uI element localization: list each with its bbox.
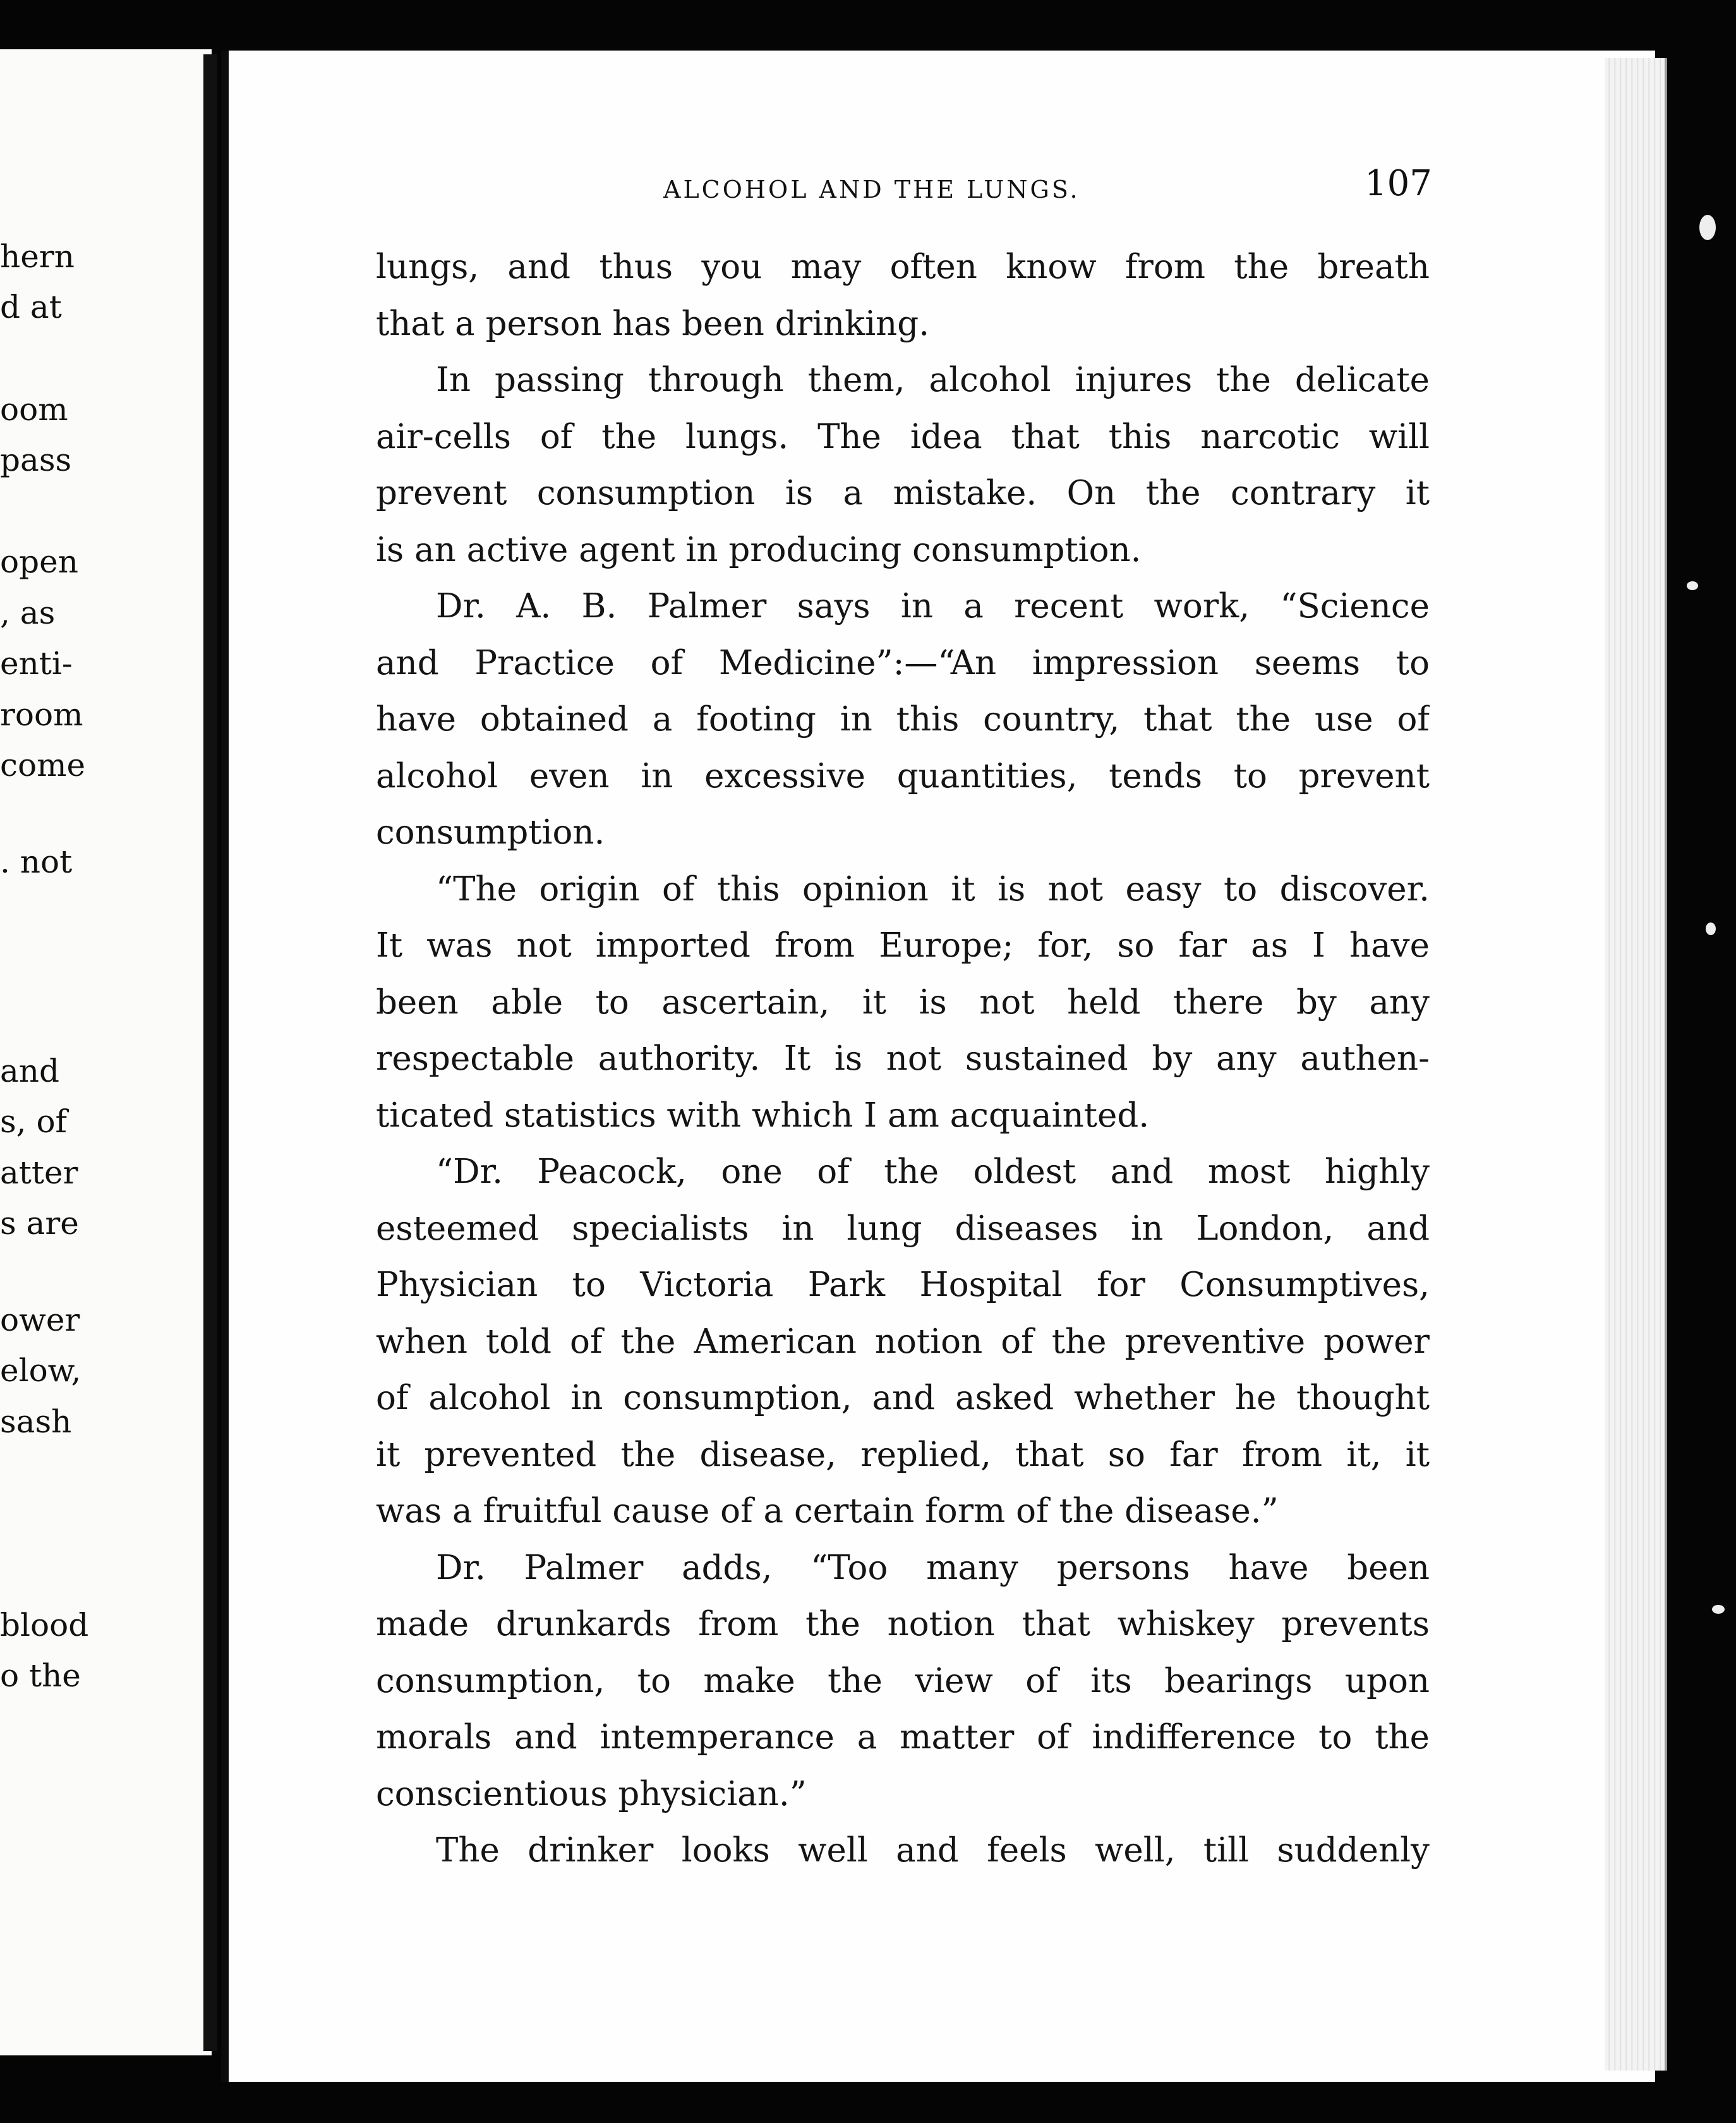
text-line: made drunkards from the notion that whiskey prevents [376, 1605, 1430, 1643]
text-line: alcohol even in excessive quantities, tends to prevent [376, 756, 1430, 795]
text-line: and Practice of Medicine”:—“An impression seems to [376, 643, 1430, 682]
text-line: The drinker looks well and feels well, till suddenly [436, 1831, 1430, 1870]
text-line: have obtained a footing in this country, that the use of [376, 700, 1430, 739]
scan-speck [1712, 1605, 1725, 1614]
scan-speck [1699, 215, 1716, 240]
book-gutter [203, 54, 217, 2051]
left-page-text-fragment: ower [0, 1301, 80, 1338]
left-page-text-fragment: o the [0, 1657, 81, 1695]
text-line: air-cells of the lungs. The idea that this narcotic will [376, 417, 1430, 456]
left-page-text-fragment: s, of [0, 1103, 68, 1140]
page-edges [1605, 58, 1667, 2071]
page-number: 107 [1365, 163, 1432, 204]
text-line: consumption, to make the view of its bearings upon [376, 1661, 1430, 1700]
body-text [376, 239, 1430, 1879]
text-line: “Dr. Peacock, one of the oldest and most highly [436, 1152, 1430, 1191]
text-line: conscientious physician.” [376, 1774, 807, 1813]
text-line: it prevented the disease, replied, that so far from it, it [376, 1435, 1430, 1474]
scan-speck [1687, 581, 1698, 590]
text-line: been able to ascertain, it is not held there by any [376, 983, 1430, 1022]
left-page-text-fragment: pass [0, 442, 72, 479]
left-page-text-fragment: open [0, 543, 78, 581]
left-page-text-fragment: d at [0, 289, 62, 326]
text-line: is an active agent in producing consumption. [376, 530, 1142, 569]
text-line: Dr. Palmer adds, “Too many persons have been [436, 1548, 1430, 1587]
left-page-text-fragment: hern [0, 238, 75, 275]
text-line: morals and intemperance a matter of indifference to the [376, 1718, 1430, 1757]
text-line: Physician to Victoria Park Hospital for Consumptives, [376, 1266, 1430, 1304]
left-page-text-fragment: s are [0, 1205, 79, 1242]
text-line: of alcohol in consumption, and asked whether he thought [376, 1379, 1430, 1417]
left-page-text-fragment: , as [0, 594, 56, 631]
scan-speck [1706, 922, 1716, 935]
text-line: “The origin of this opinion it is not easy to discover. [436, 869, 1430, 909]
left-page-text-fragment: enti- [0, 645, 73, 682]
left-page-text-fragment: elow, [0, 1352, 81, 1389]
left-page-text-fragment: come [0, 747, 86, 784]
left-page-text-fragment: atter [0, 1154, 78, 1191]
running-head: ALCOHOL AND THE LUNGS. [663, 176, 1080, 203]
text-line: was a fruitful cause of a certain form of the disease.” [376, 1492, 1279, 1530]
text-line: consumption. [376, 813, 605, 852]
text-line: lungs, and thus you may often know from the breath [376, 248, 1430, 286]
text-line: prevent consumption is a mistake. On the contrary it [376, 474, 1430, 512]
text-line: esteemed specialists in lung diseases in London, and [376, 1209, 1430, 1248]
left-page-text-fragment: room [0, 696, 83, 733]
left-page-fragment [0, 49, 212, 2055]
left-page-text-fragment: oom [0, 390, 68, 428]
text-line: when told of the American notion of the preventive power [376, 1322, 1430, 1361]
left-page-text-fragment: . not [0, 843, 73, 880]
text-line: In passing through them, alcohol injures the delicate [436, 361, 1430, 399]
text-line: ticated statistics with which I am acquainted. [376, 1096, 1150, 1135]
text-line: that a person has been drinking. [376, 304, 930, 343]
left-page-text-fragment: blood [0, 1606, 89, 1643]
left-page-text-fragment: and [0, 1052, 60, 1089]
left-page-text-fragment: sash [0, 1403, 72, 1440]
text-line: respectable authority. It is not sustained by any authen- [376, 1039, 1430, 1078]
text-line: Dr. A. B. Palmer says in a recent work, “Science [436, 587, 1430, 626]
text-line: It was not imported from Europe; for, so far as I have [376, 926, 1430, 965]
